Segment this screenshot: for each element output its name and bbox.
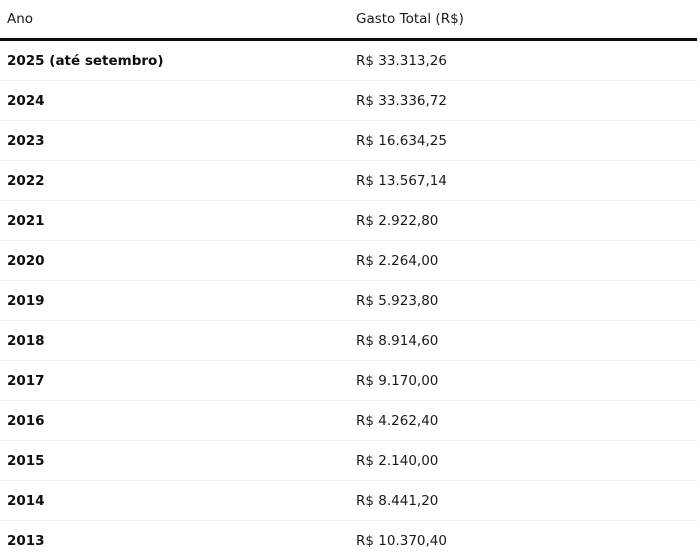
year-cell: 2014 [0, 481, 348, 521]
table-row [0, 321, 697, 361]
year-cell: 2016 [0, 401, 348, 441]
total-cell: R$ 2.140,00 [348, 441, 697, 481]
year-cell: 2019 [0, 281, 348, 321]
year-cell: 2022 [0, 161, 348, 201]
total-cell: R$ 4.262,40 [348, 401, 697, 441]
column-header-year: Ano [0, 0, 348, 40]
table-row [0, 481, 697, 521]
table-header-row [0, 0, 697, 40]
total-cell: R$ 2.264,00 [348, 241, 697, 281]
total-cell: R$ 9.170,00 [348, 361, 697, 401]
total-cell: R$ 13.567,14 [348, 161, 697, 201]
table-row [0, 361, 697, 401]
total-cell: R$ 16.634,25 [348, 121, 697, 161]
table-row [0, 401, 697, 441]
column-header-total: Gasto Total (R$) [348, 0, 697, 40]
year-cell: 2025 (até setembro) [0, 40, 348, 81]
table-row [0, 201, 697, 241]
table-row [0, 81, 697, 121]
table-row [0, 241, 697, 281]
table-row [0, 281, 697, 321]
total-cell: R$ 10.370,40 [356, 532, 447, 549]
total-cell: R$ 8.441,20 [348, 481, 697, 521]
total-cell: R$ 8.914,60 [348, 321, 697, 361]
year-cell: 2015 [0, 441, 348, 481]
year-cell: 2023 [0, 121, 348, 161]
total-cell: R$ 33.336,72 [348, 81, 697, 121]
year-cell: 2020 [0, 241, 348, 281]
table-row [0, 40, 697, 81]
year-cell: 2024 [0, 81, 348, 121]
year-cell: 2017 [0, 361, 348, 401]
table-row [0, 121, 697, 161]
year-cell: 2018 [0, 321, 348, 361]
table-row [0, 441, 697, 481]
table-row [0, 161, 697, 201]
table-row [0, 521, 697, 560]
year-cell: 2013 [7, 532, 45, 549]
total-cell: R$ 33.313,26 [348, 40, 697, 81]
year-cell: 2021 [0, 201, 348, 241]
total-cell: R$ 2.922,80 [348, 201, 697, 241]
total-cell: R$ 5.923,80 [348, 281, 697, 321]
